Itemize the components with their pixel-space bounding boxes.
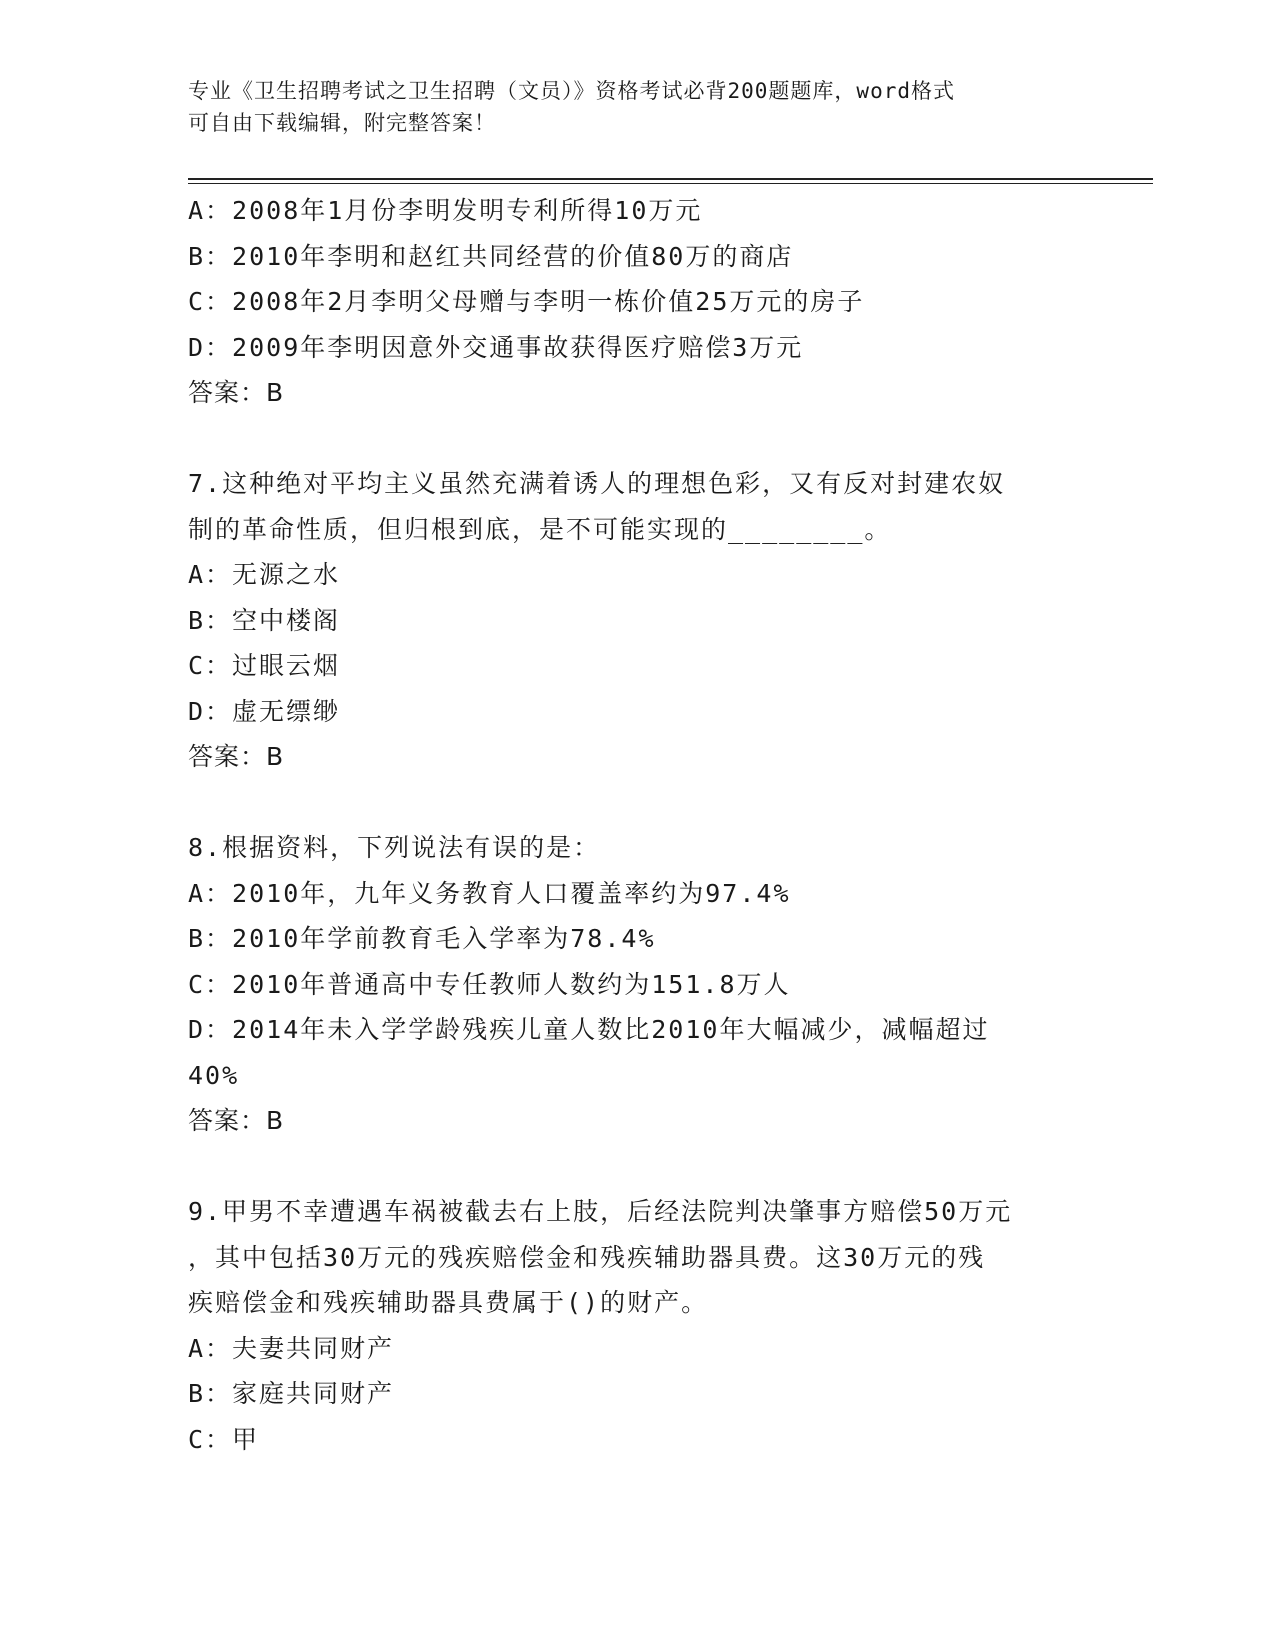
q8-option-a: A：2010年，九年义务教育人口覆盖率约为97.4% [188,878,791,908]
q9-option-c: C：甲 [188,1424,260,1454]
header-rule-thick [188,178,1153,180]
q6-option-c: C：2008年2月李明父母赠与李明一栋价值25万元的房子 [188,287,865,316]
q6-option-b: B：2010年李明和赵红共同经营的价值80万的商店 [188,241,794,271]
q8-option-b: B：2010年学前教育毛入学率为78.4% [188,924,656,953]
q7-option-d: D：虚无缥缈 [188,696,341,726]
q8-option-d: D：2014年未入学学龄残疾儿童人数比2010年大幅减少，减幅超过 [188,1015,990,1044]
question-9 [188,1189,1068,1462]
q8-option-d-continued: 40% [188,1060,240,1090]
q9-option-b: B：家庭共同财产 [188,1379,395,1408]
q7-answer: 答案：B [188,742,285,771]
q7-option-c: C：过眼云烟 [188,651,341,680]
q9-stem-line-1: 9.甲男不幸遭遇车祸被截去右上肢，后经法院判决肇事方赔偿50万元 [188,1197,1013,1226]
q7-stem-line-1: 7.这种绝对平均主义虽然充满着诱人的理想色彩，又有反对封建农奴 [188,469,1006,498]
q7-option-a: A：无源之水 [188,560,341,589]
question-7 [188,461,1068,780]
question-8 [188,825,1068,1144]
document-body [188,188,1068,1462]
q6-option-a: A：2008年1月份李明发明专利所得10万元 [188,196,703,225]
q8-stem: 8.根据资料，下列说法有误的是： [188,833,601,862]
q7-stem-line-2: 制的革命性质，但归根到底，是不可能实现的________。 [188,514,892,544]
header-line-2: 可自由下载编辑，附完整答案！ [188,111,496,135]
q9-stem-line-2: ，其中包括30万元的残疾赔偿金和残疾辅助器具费。这30万元的残 [188,1242,986,1272]
q7-option-b: B：空中楼阁 [188,605,341,635]
q6-answer: 答案：B [188,378,285,407]
q9-option-a: A：夫妻共同财产 [188,1333,395,1363]
q9-stem-line-3: 疾赔偿金和残疾辅助器具费属于()的财产。 [188,1288,709,1317]
q8-option-c: C：2010年普通高中专任教师人数约为151.8万人 [188,969,791,999]
q8-answer: 答案：B [188,1106,285,1135]
header-rule-thin [188,183,1153,184]
document-header [188,75,1068,139]
q6-option-d: D：2009年李明因意外交通事故获得医疗赔偿3万元 [188,332,804,362]
question-6 [188,188,1068,416]
header-line-1: 专业《卫生招聘考试之卫生招聘（文员）》资格考试必背200题题库，word格式 [188,79,955,103]
